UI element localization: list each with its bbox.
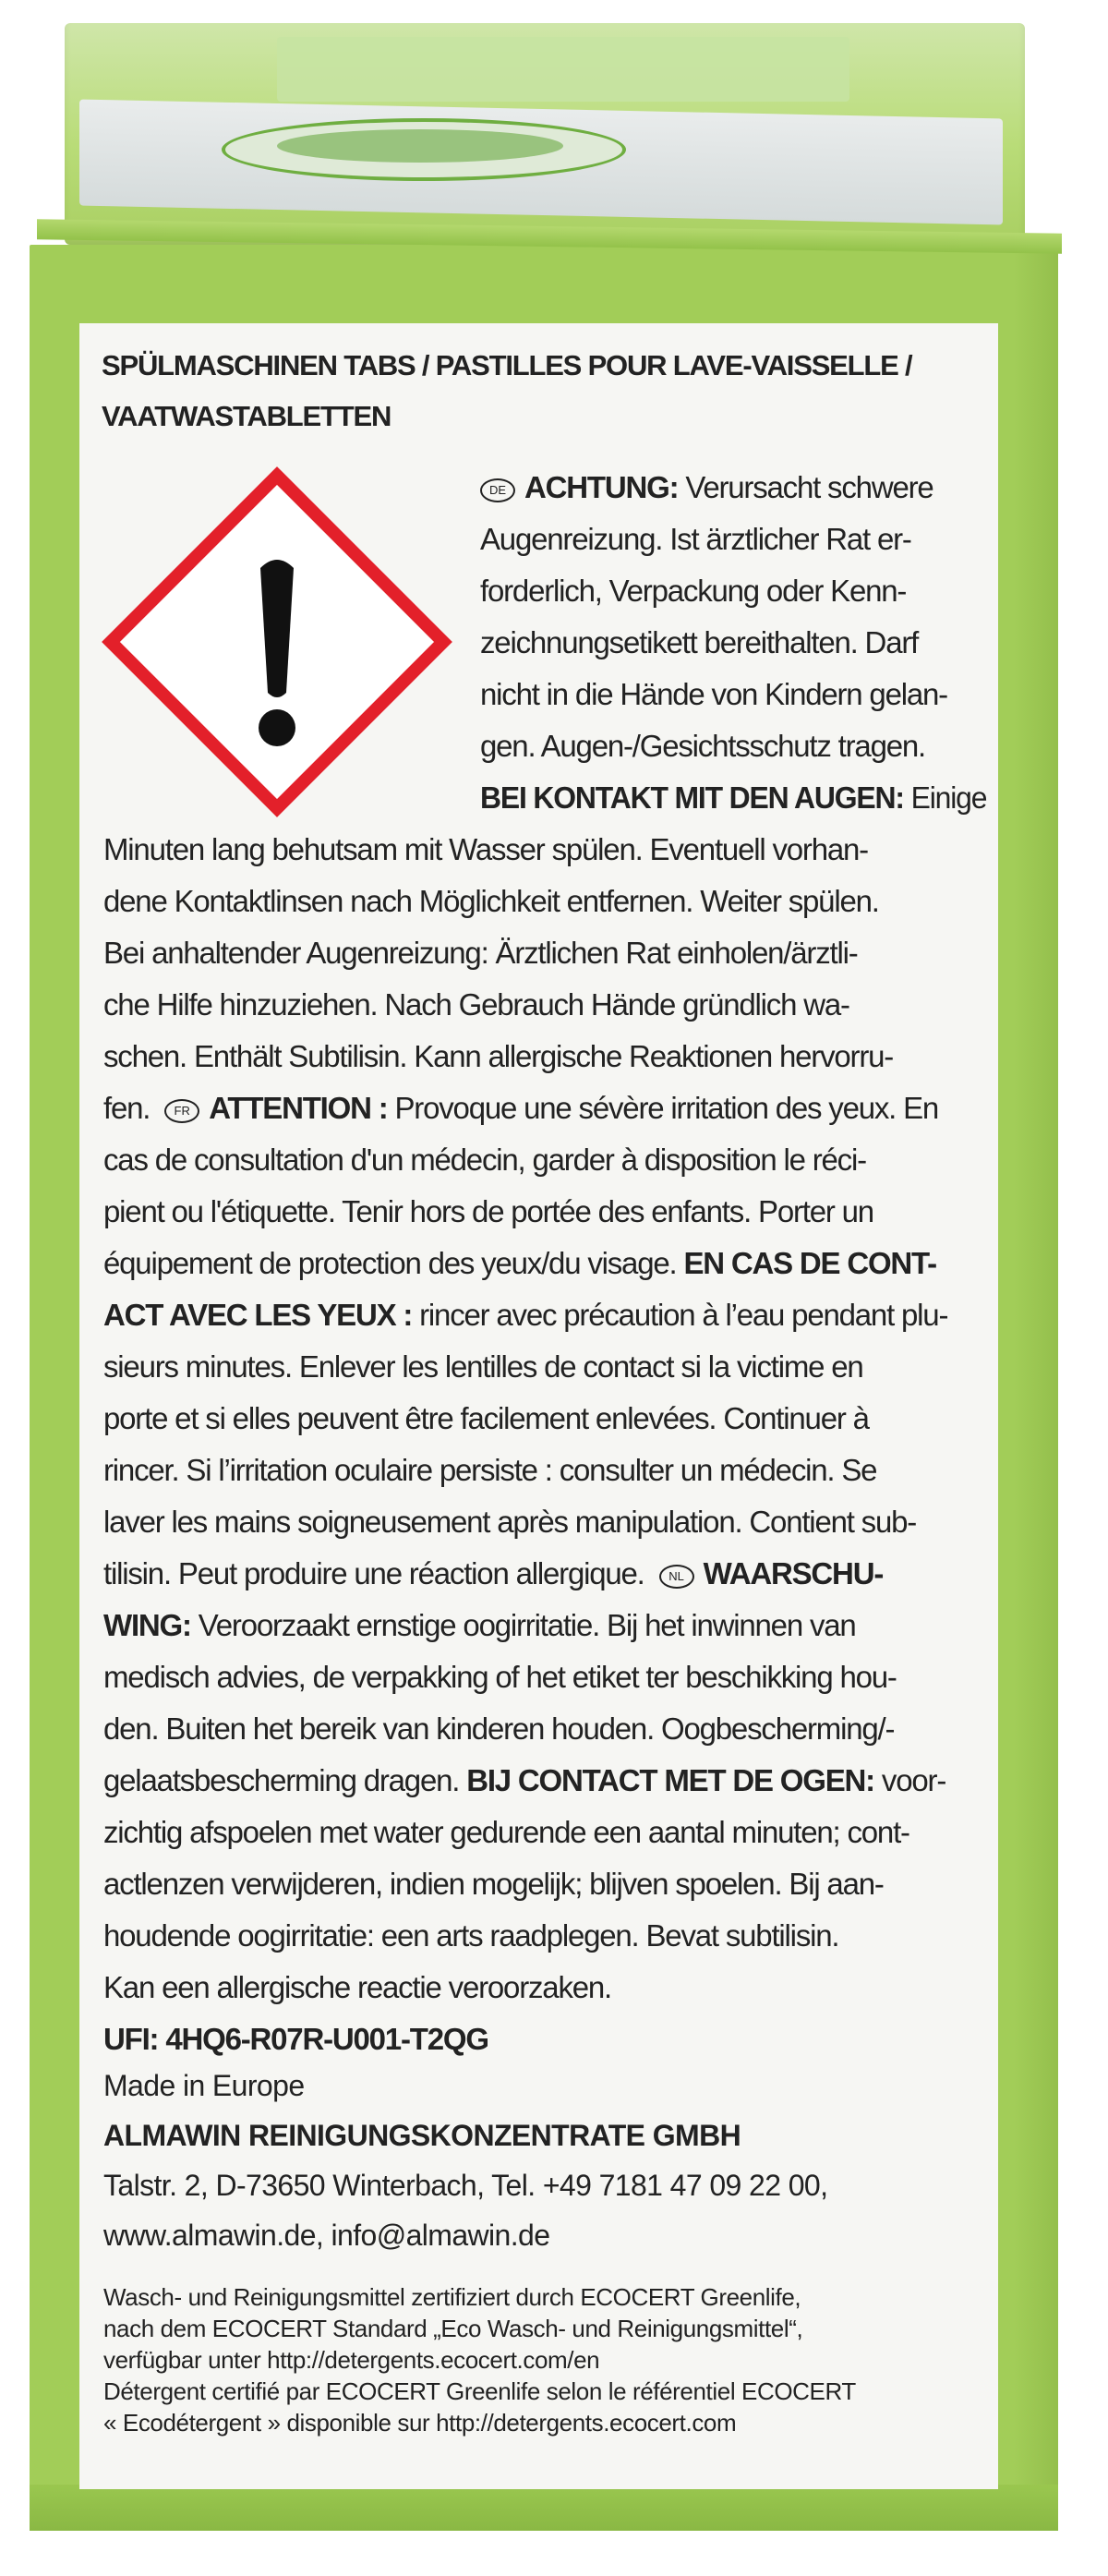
label-wing: WING: bbox=[103, 1608, 191, 1642]
cert-line-1: Wasch- und Reinigungsmittel zertifiziert durch ECOCERT Greenlife, bbox=[103, 2283, 801, 2311]
text-22a: tilisin. Peut produire une réaction allergique. bbox=[103, 1556, 644, 1590]
warning-line-17 bbox=[103, 1289, 947, 1341]
cert-line-3: verfügbar unter http://detergents.ecocert.com/en bbox=[103, 2346, 600, 2374]
warning-line-11: che Hilfe hinzuziehen. Nach Gebrauch Hände gründlich wa- bbox=[103, 987, 849, 1022]
warning-line-de-1 bbox=[480, 462, 933, 514]
ghs-exclamation-mark-icon bbox=[102, 466, 452, 817]
cert-line-2: nach dem ECOCERT Standard „Eco Wasch- und Reinigungsmittel“, bbox=[103, 2315, 803, 2342]
cert-line-4: Détergent certifié par ECOCERT Greenlife selon le référentiel ECOCERT bbox=[103, 2377, 856, 2405]
ecocert-seal-inner bbox=[277, 129, 563, 163]
warning-line-21: laver les mains soigneusement après manipulation. Contient sub- bbox=[103, 1505, 917, 1539]
warning-line-de-7 bbox=[480, 772, 986, 824]
box-lid-band bbox=[277, 37, 849, 102]
label-achtung: ACHTUNG: bbox=[524, 470, 679, 504]
badge-fr: FR bbox=[164, 1099, 199, 1123]
warning-line-de-5: nicht in die Hände von Kindern gelan- bbox=[480, 677, 947, 711]
warning-line-29: houdende oogirritatie: een arts raadplegen. Bevat subtilisin. bbox=[103, 1918, 839, 1953]
product-title-line-1: SPÜLMASCHINEN TABS / PASTILLES POUR LAVE-VAISSELLE / bbox=[102, 349, 912, 381]
box-side-edge bbox=[1014, 245, 1058, 2526]
text-26a: gelaatsbescherming dragen. bbox=[103, 1763, 460, 1797]
box-bottom-shade bbox=[30, 2485, 1058, 2531]
label-attention: ATTENTION : bbox=[209, 1091, 388, 1125]
warning-line-23 bbox=[103, 1600, 856, 1651]
warning-line-de-3: forderlich, Verpackung oder Kenn- bbox=[480, 574, 907, 608]
text-13b: Provoque une sévère irritation des yeux. En bbox=[387, 1091, 939, 1125]
text-de-1: Verursacht schwere bbox=[678, 470, 933, 504]
label-waarschu: WAARSCHU- bbox=[703, 1556, 884, 1590]
cert-line-5: « Ecodétergent » disponible sur http://detergents.ecocert.com bbox=[103, 2409, 737, 2437]
label-bei-kontakt: BEI KONTAKT MIT DEN AUGEN: bbox=[480, 780, 904, 815]
warning-line-26 bbox=[103, 1755, 945, 1807]
warning-line-24: medisch advies, de verpakking of het etiket ter beschikking hou- bbox=[103, 1660, 897, 1694]
warning-line-27: zichtig afspoelen met water gedurende een aantal minuten; cont- bbox=[103, 1815, 909, 1849]
warning-line-19: porte et si elles peuvent être facilement enlevées. Continuer à bbox=[103, 1401, 869, 1435]
warning-line-de-4: zeichnungsetikett bereithalten. Darf bbox=[480, 625, 919, 659]
company-name: ALMAWIN REINIGUNGSKONZENTRATE GMBH bbox=[103, 2119, 741, 2152]
text-13a: fen. bbox=[103, 1091, 151, 1125]
text-de-eyes-1: Einige bbox=[903, 780, 987, 815]
warning-line-14: cas de consultation d'un médecin, garder à disposition le réci- bbox=[103, 1143, 866, 1177]
badge-nl: NL bbox=[659, 1565, 694, 1589]
warning-line-13 bbox=[103, 1082, 938, 1134]
company-address: Talstr. 2, D-73650 Winterbach, Tel. +49 7181 47 09 22 00, bbox=[103, 2169, 828, 2202]
warning-line-30: Kan een allergische reactie veroorzaken. bbox=[103, 1970, 612, 2004]
warning-line-12: schen. Enthält Subtilisin. Kann allergische Reaktionen hervorru- bbox=[103, 1039, 894, 1073]
warning-line-8: Minuten lang behutsam mit Wasser spülen. Eventuell vorhan- bbox=[103, 832, 868, 866]
warning-line-18: sieurs minutes. Enlever les lentilles de contact si la victime en bbox=[103, 1349, 863, 1384]
ufi-code: UFI: 4HQ6-R07R-U001-T2QG bbox=[103, 2022, 488, 2056]
warning-line-15: pient ou l'étiquette. Tenir hors de portée des enfants. Porter un bbox=[103, 1194, 873, 1228]
made-in: Made in Europe bbox=[103, 2069, 305, 2102]
badge-de: DE bbox=[480, 478, 515, 502]
warning-line-de-2: Augenreizung. Ist ärztlicher Rat er- bbox=[480, 522, 911, 556]
label-en-cas-1: EN CAS DE CONT- bbox=[676, 1246, 936, 1280]
warning-line-16 bbox=[103, 1238, 936, 1289]
text-17a: rincer avec précaution à l’eau pendant plu- bbox=[412, 1298, 948, 1332]
warning-line-28: actlenzen verwijderen, indien mogelijk; blijven spoelen. Bij aan- bbox=[103, 1867, 884, 1901]
warning-line-9: dene Kontaktlinsen nach Möglichkeit entfernen. Weiter spülen. bbox=[103, 884, 879, 918]
label-bij-contact: BIJ CONTACT MET DE OGEN: bbox=[459, 1763, 874, 1797]
text-23a: Veroorzaakt ernstige oogirritatie. Bij het inwinnen van bbox=[190, 1608, 856, 1642]
warning-line-10: Bei anhaltender Augenreizung: Ärztlichen Rat einholen/ärztli- bbox=[103, 936, 858, 970]
warning-line-de-6: gen. Augen-/Gesichtsschutz tragen. bbox=[480, 729, 926, 763]
product-title-line-2: VAATWASTABLETTEN bbox=[102, 400, 391, 432]
label-en-cas-2: ACT AVEC LES YEUX : bbox=[103, 1298, 413, 1332]
text-26c: voor- bbox=[873, 1763, 946, 1797]
warning-line-22 bbox=[103, 1548, 883, 1600]
company-web: www.almawin.de, info@almawin.de bbox=[103, 2219, 550, 2252]
warning-line-20: rincer. Si l’irritation oculaire persiste : consulter un médecin. Se bbox=[103, 1453, 877, 1487]
warning-line-25: den. Buiten het bereik van kinderen houden. Oogbescherming/- bbox=[103, 1711, 895, 1746]
text-16a: équipement de protection des yeux/du visage. bbox=[103, 1246, 677, 1280]
